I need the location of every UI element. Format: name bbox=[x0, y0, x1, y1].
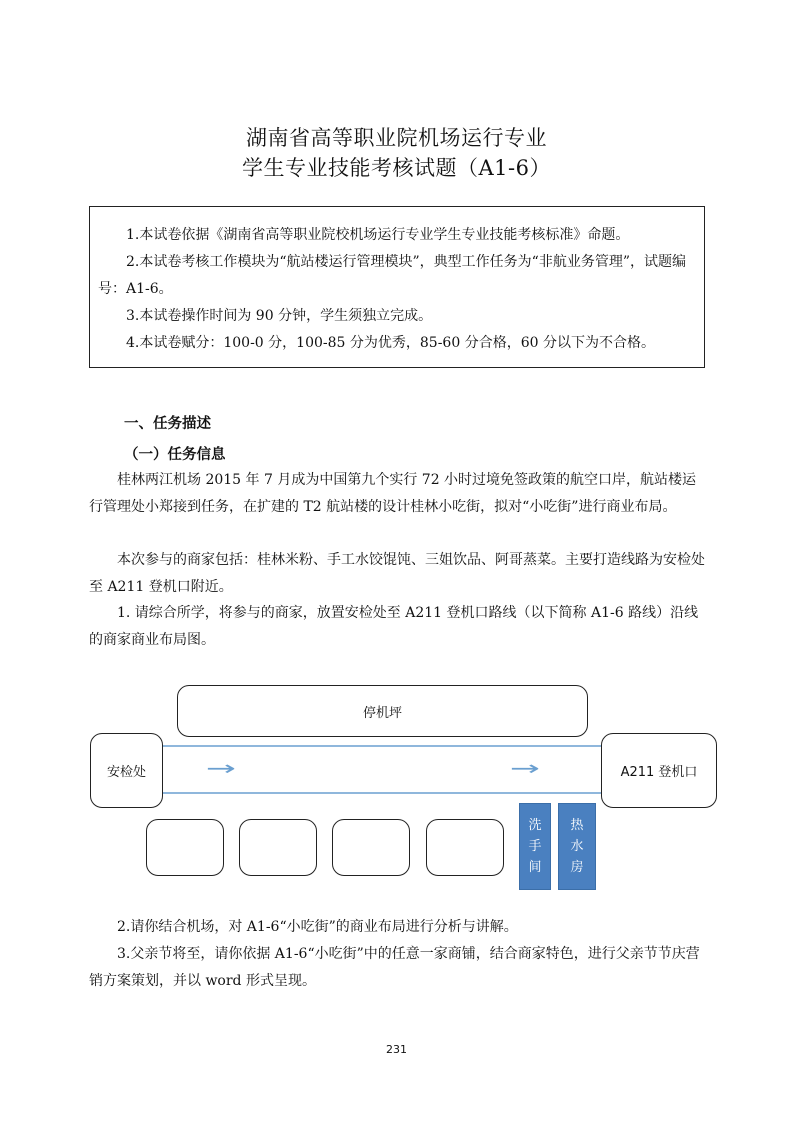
security-checkpoint-label: 安检处 bbox=[106, 765, 146, 780]
hot-water-room-box bbox=[558, 803, 596, 890]
shop-slot-4 bbox=[426, 819, 504, 876]
shop-slot-3 bbox=[332, 819, 410, 876]
washroom-char-3: 间 bbox=[528, 860, 542, 875]
notice-item-1: 1.本试卷依据《湖南省高等职业院校机场运行专业学生专业技能考核标准》命题。 bbox=[126, 227, 630, 243]
layout-diagram bbox=[0, 680, 793, 895]
gate-a211-box bbox=[601, 733, 717, 808]
notice-item-3: 3.本试卷操作时间为 90 分钟，学生须独立完成。 bbox=[126, 308, 433, 324]
washroom-char-1: 洗 bbox=[528, 818, 542, 833]
apron-box bbox=[177, 685, 588, 737]
walk-arrow-1: → bbox=[206, 756, 237, 780]
hotwater-char-2: 水 bbox=[570, 839, 584, 854]
paragraph-background: 桂林两江机场 2015 年 7 月成为中国第九个实行 72 小时过境免签政策的航空口岸，航站楼运行管理处小郑接到任务，在扩建的 T2 航站楼的设计桂林小吃街，拟对“小吃街”进行商业布局。 bbox=[89, 472, 697, 515]
page-number: 231 bbox=[386, 1043, 407, 1056]
washroom-box bbox=[519, 803, 551, 890]
hotwater-char-1: 热 bbox=[570, 818, 584, 833]
paragraph-question-1: 1. 请综合所学，将参与的商家，放置安检处至 A211 登机口路线（以下简称 A1-6 路线）沿线的商家商业布局图。 bbox=[89, 605, 699, 648]
hotwater-char-3: 房 bbox=[570, 860, 584, 875]
subsection-heading-task-info: （一）任务信息 bbox=[124, 447, 226, 463]
apron-label: 停机坪 bbox=[362, 705, 402, 721]
notice-item-2: 2.本试卷考核工作模块为“航站楼运行管理模块”，典型工作任务为“非航业务管理”，试题编号：A1-6。 bbox=[98, 254, 686, 297]
title-line-2: 学生专业技能考核试题（A1-6） bbox=[242, 156, 551, 180]
title-line-1: 湖南省高等职业院机场运行专业 bbox=[246, 126, 547, 150]
question-3: 3.父亲节将至，请你依据 A1-6“小吃街”中的任意一家商铺，结合商家特色，进行父亲节节庆营销方案策划，并以 word 形式呈现。 bbox=[89, 946, 700, 989]
shop-slot-2 bbox=[239, 819, 317, 876]
washroom-char-2: 手 bbox=[528, 839, 542, 854]
question-2: 2.请你结合机场，对 A1-6“小吃街”的商业布局进行分析与讲解。 bbox=[117, 919, 518, 935]
paragraph-merchants: 本次参与的商家包括：桂林米粉、手工水饺馄饨、三姐饮品、阿哥蒸菜。主要打造线路为安检处至 A211 登机口附近。 bbox=[89, 552, 705, 595]
section-heading-task-description: 一、任务描述 bbox=[124, 416, 211, 432]
exam-notice-box bbox=[89, 206, 705, 368]
walk-arrow-2: → bbox=[510, 756, 541, 780]
security-checkpoint-box bbox=[90, 733, 163, 808]
shop-slot-1 bbox=[146, 819, 224, 876]
notice-item-4: 4.本试卷赋分：100-0 分，100-85 分为优秀，85-60 分合格，60 分以下为不合格。 bbox=[126, 335, 655, 351]
gate-a211-label: A211 登机口 bbox=[620, 765, 698, 780]
